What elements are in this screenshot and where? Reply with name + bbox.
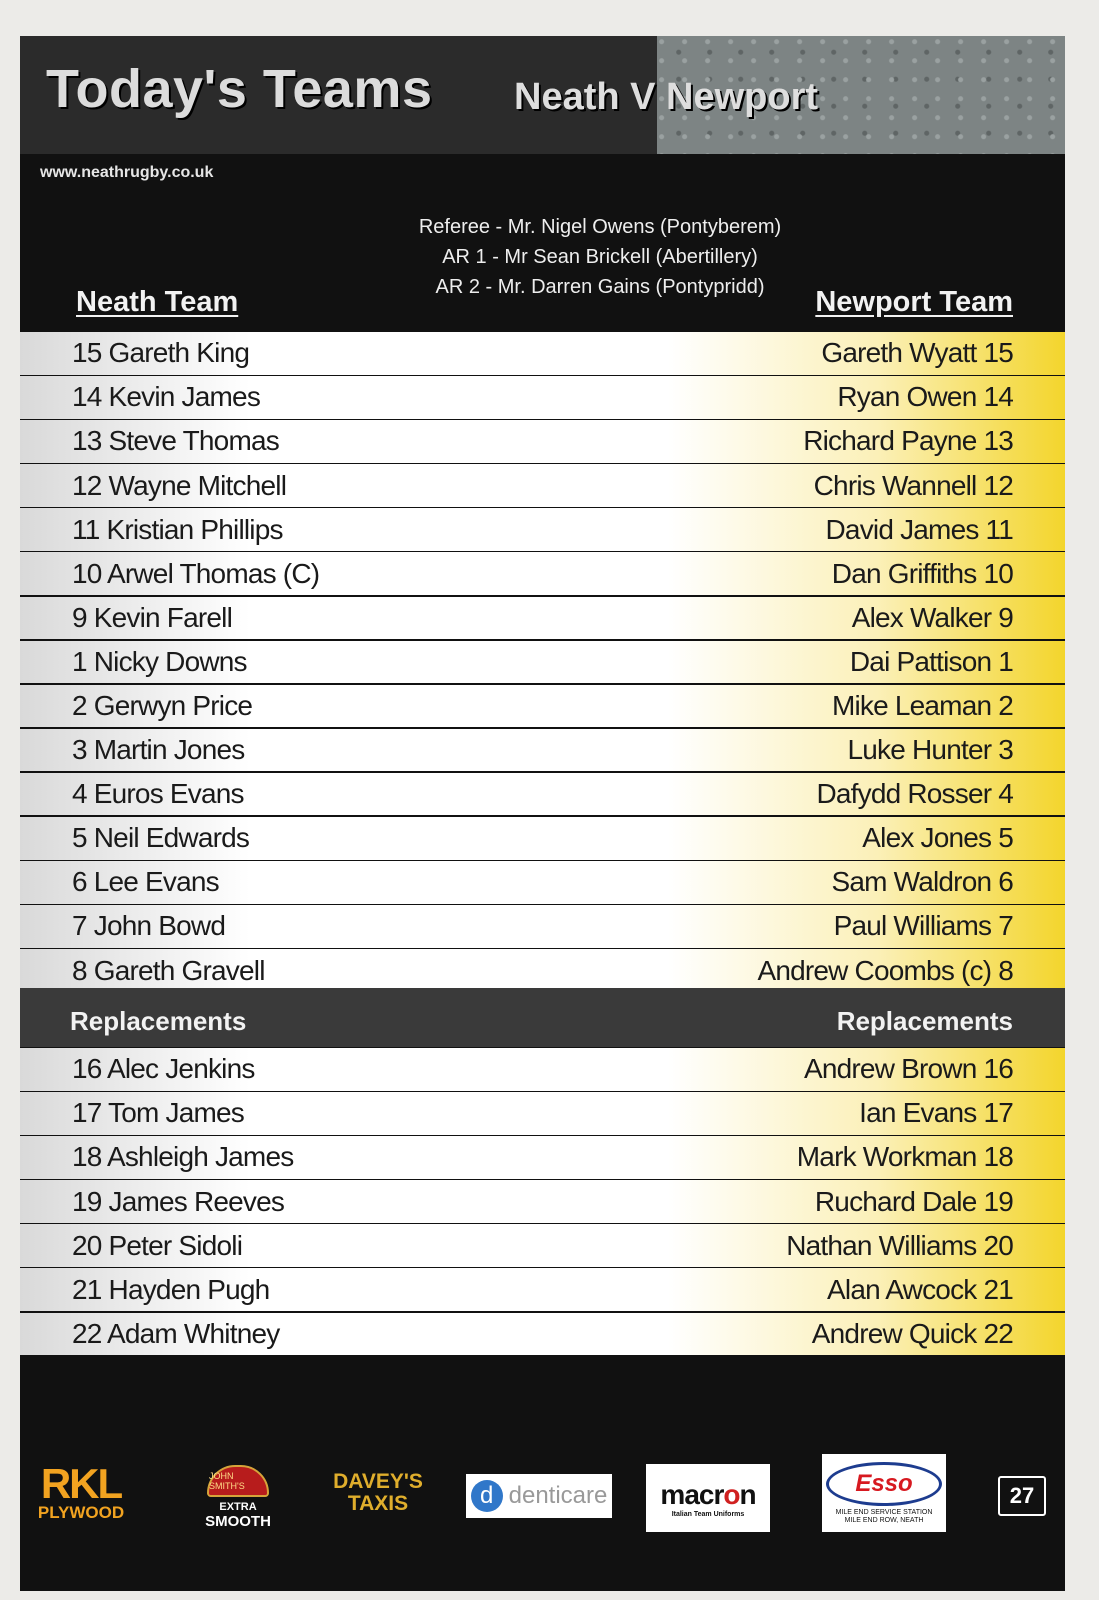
lineup-row	[20, 685, 1065, 728]
away-player: Luke Hunter 3	[847, 734, 1013, 766]
lineup-row	[20, 1180, 1065, 1223]
home-team-heading: Neath Team	[76, 286, 239, 318]
home-replacements-heading: Replacements	[70, 1006, 247, 1036]
away-player: David James 11	[825, 513, 1013, 545]
lineup-row	[20, 1048, 1065, 1091]
away-player: Ian Evans 17	[859, 1097, 1013, 1129]
referee: Referee - Mr. Nigel Owens (Pontyberem)	[418, 216, 782, 238]
home-player: 10 Arwel Thomas (C)	[72, 557, 320, 589]
home-player: 9 Kevin Farell	[72, 601, 232, 633]
home-player: 14 Kevin James	[72, 381, 261, 413]
home-player: 5 Neil Edwards	[72, 822, 250, 854]
away-player: Andrew Coombs (c) 8	[757, 954, 1013, 986]
lineup-row	[20, 773, 1065, 816]
away-player: Mark Workman 18	[796, 1141, 1013, 1173]
home-player: 22 Adam Whitney	[72, 1317, 280, 1349]
away-player: Sam Waldron 6	[831, 866, 1013, 898]
page-title: Today's Teams	[46, 59, 433, 119]
away-player: Andrew Brown 16	[803, 1053, 1013, 1085]
smooth-wordmark: SMOOTH	[205, 1512, 271, 1530]
page-number: 27	[998, 1476, 1046, 1516]
lineup-row	[20, 861, 1065, 904]
extra-wordmark: EXTRA	[219, 1500, 257, 1513]
denticare-logo	[466, 1474, 612, 1518]
assistant-referee-2: AR 2 - Mr. Darren Gains (Pontypridd)	[435, 276, 765, 298]
away-player: Gareth Wyatt 15	[821, 337, 1013, 369]
home-player: 11 Kristian Phillips	[72, 513, 283, 545]
lineup-row	[20, 1268, 1065, 1311]
lineup-row	[20, 729, 1065, 772]
away-player: Alan Awcock 21	[827, 1273, 1013, 1305]
macron-logo	[646, 1464, 770, 1532]
home-player: 15 Gareth King	[72, 337, 250, 369]
lineup-row	[20, 1313, 1065, 1356]
away-player: Alex Walker 9	[851, 601, 1013, 633]
home-player: 4 Euros Evans	[72, 778, 244, 810]
lineup-row	[20, 905, 1065, 948]
away-player: Andrew Quick 22	[811, 1317, 1013, 1349]
home-player: 3 Martin Jones	[72, 734, 245, 766]
home-player: 6 Lee Evans	[72, 866, 219, 898]
taxis-wordmark: TAXIS	[347, 1492, 409, 1515]
denticare-icon: d	[471, 1480, 503, 1512]
home-player: 19 James Reeves	[72, 1185, 285, 1217]
home-player: 7 John Bowd	[72, 910, 226, 942]
away-replacements-heading: Replacements	[836, 1006, 1013, 1036]
lineup-row	[20, 420, 1065, 463]
away-team-heading: Newport Team	[815, 286, 1013, 318]
away-player: Dai Pattison 1	[849, 645, 1013, 677]
rkl-wordmark: RKL	[40, 1460, 122, 1507]
lineup-row	[20, 376, 1065, 419]
match-title: Neath V Newport	[514, 76, 819, 118]
website-link[interactable]: www.neathrugby.co.uk	[40, 164, 214, 181]
plywood-wordmark: PLYWOOD	[37, 1503, 125, 1522]
macron-wordmark: macron	[660, 1478, 756, 1510]
home-player: 1 Nicky Downs	[72, 645, 247, 677]
team-sheet-page	[20, 36, 1065, 1591]
away-player: Mike Leaman 2	[831, 690, 1013, 721]
rkl-plywood-logo	[32, 1460, 130, 1526]
home-player: 21 Hayden Pugh	[72, 1273, 270, 1305]
away-player: Ruchard Dale 19	[814, 1185, 1013, 1217]
away-player: Richard Payne 13	[803, 425, 1013, 457]
away-player: Nathan Williams 20	[786, 1229, 1013, 1261]
header-banner	[20, 36, 1065, 154]
lineup-row	[20, 508, 1065, 551]
away-player: Dan Griffiths 10	[831, 557, 1013, 589]
match-officials	[320, 212, 880, 302]
home-player: 17 Tom James	[72, 1097, 244, 1129]
replacements-list	[20, 1048, 1065, 1357]
esso-station-text: MILE END SERVICE STATION MILE END ROW, NEATH	[835, 1508, 933, 1524]
esso-logo	[822, 1454, 946, 1532]
home-player: 13 Steve Thomas	[72, 425, 279, 457]
esso-oval: Esso	[826, 1462, 942, 1506]
lineup-row	[20, 597, 1065, 640]
lineup-row	[20, 552, 1065, 595]
home-player: 16 Alec Jenkins	[72, 1053, 255, 1085]
home-player: 18 Ashleigh James	[72, 1141, 294, 1173]
home-player: 2 Gerwyn Price	[72, 690, 253, 721]
denticare-wordmark: denticare	[508, 1482, 608, 1509]
daveys-taxis-logo	[333, 1468, 423, 1518]
away-player: Dafydd Rosser 4	[816, 778, 1013, 810]
john-smiths-logo	[202, 1456, 274, 1538]
john-smiths-badge: JOHN SMITH'S	[207, 1465, 269, 1497]
macron-tagline: Italian Team Uniforms	[671, 1510, 745, 1518]
sponsor-strip	[20, 1446, 1065, 1546]
lineup-row	[20, 641, 1065, 684]
lineup-row	[20, 332, 1065, 375]
home-player: 12 Wayne Mitchell	[72, 469, 287, 501]
away-player: Chris Wannell 12	[813, 469, 1013, 501]
lineup-row	[20, 949, 1065, 992]
starters-list	[20, 332, 1065, 993]
lineup-row	[20, 464, 1065, 507]
home-player: 8 Gareth Gravell	[72, 954, 265, 986]
away-player: Ryan Owen 14	[837, 381, 1013, 413]
lineup-row	[20, 817, 1065, 860]
lineup-row	[20, 1136, 1065, 1179]
home-player: 20 Peter Sidoli	[72, 1229, 243, 1261]
away-player: Alex Jones 5	[862, 822, 1013, 854]
lineup-row	[20, 1224, 1065, 1267]
lineup-row	[20, 1092, 1065, 1135]
away-player: Paul Williams 7	[833, 910, 1013, 942]
assistant-referee-1: AR 1 - Mr Sean Brickell (Abertillery)	[442, 246, 758, 268]
daveys-wordmark: DAVEY'S	[333, 1470, 423, 1493]
